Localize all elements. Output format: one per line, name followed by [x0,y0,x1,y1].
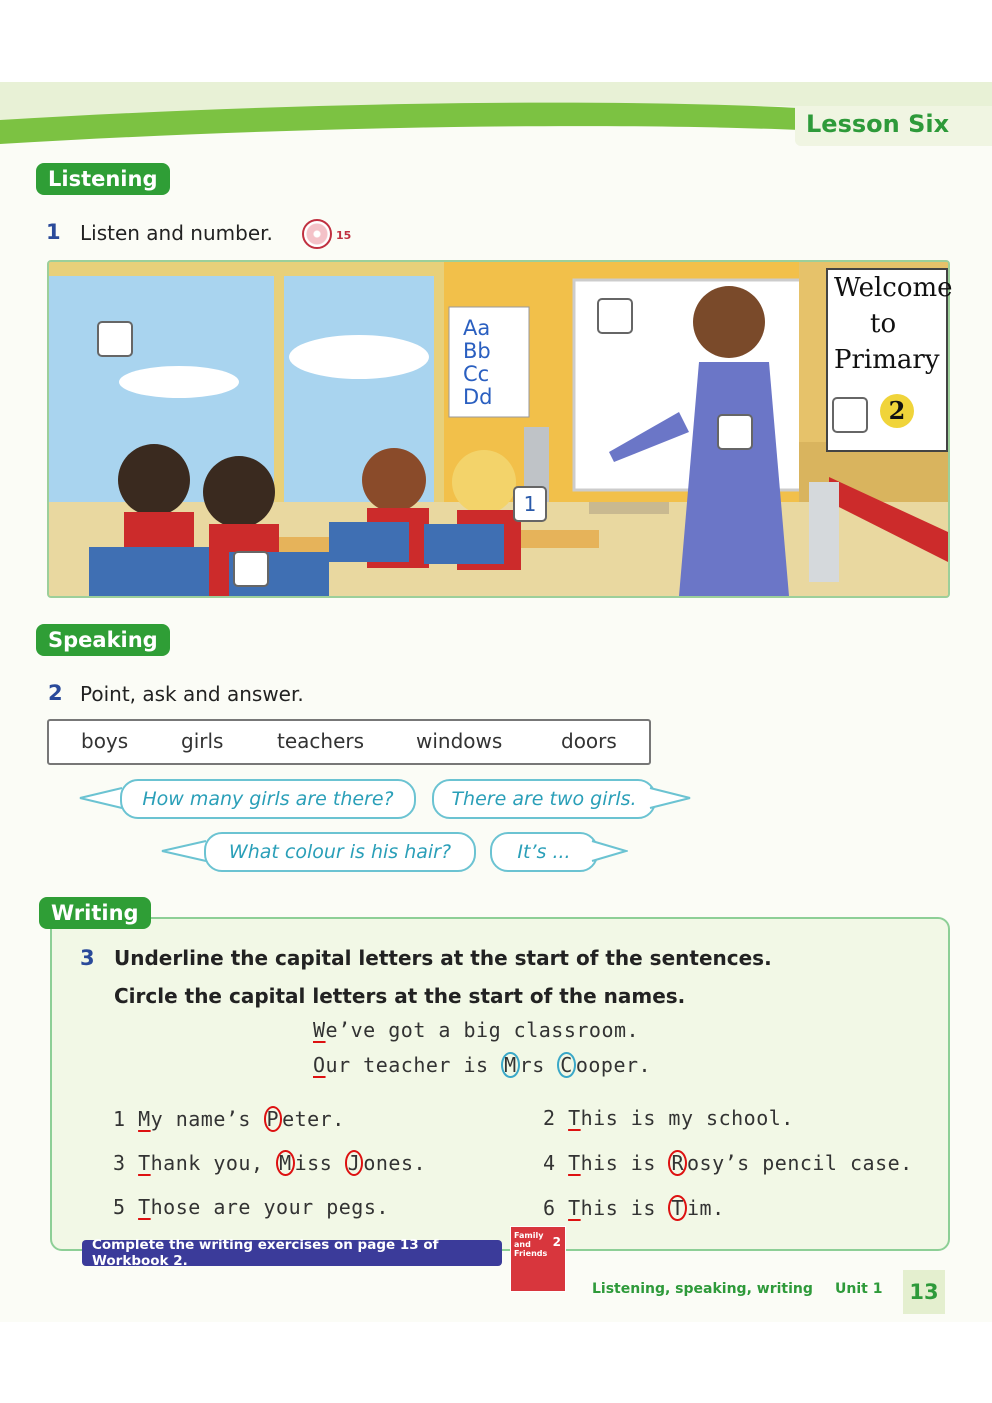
sentence-text: his is my school. [580,1106,794,1130]
underlined-capital: O [313,1053,326,1077]
page-number: 13 [903,1270,945,1314]
underlined-capital: T [138,1151,151,1175]
cover-title: Family and Friends [514,1231,548,1258]
exercise-3-number: 3 [80,946,95,970]
item-number: 4 [543,1151,556,1175]
welcome-sign-line: Welcome [834,273,953,303]
audio-cd-icon[interactable] [302,219,332,249]
cover-number: 2 [552,1235,561,1249]
footer-skills: Listening, speaking, writing [592,1281,813,1297]
circled-capital: C [557,1052,576,1078]
sentence-item-4 [543,1150,913,1176]
audio-track-number: 15 [336,229,352,242]
answer-box[interactable] [597,298,633,334]
answer-box[interactable] [717,414,753,450]
word-item: windows [416,729,503,753]
welcome-sign-line: Primary [834,345,940,375]
underlined-capital: T [138,1195,151,1219]
circled-capital: M [501,1052,520,1078]
sentence-text: y name’s [150,1107,264,1131]
item-number: 3 [113,1151,126,1175]
answer-box[interactable] [233,551,269,587]
speech-tail [160,838,208,864]
underlined-capital: T [568,1151,581,1175]
item-number: 1 [113,1107,126,1131]
sentence-text: ones. [363,1151,427,1175]
speech-bubble-question: How many girls are there? [120,779,416,819]
underlined-capital: T [568,1106,581,1130]
classroom-illustration [47,260,953,598]
speech-bubble-answer: It’s ... [490,832,598,872]
exercise-1-instruction: Listen and number. [80,221,273,245]
word-item: boys [81,729,129,753]
word-item: girls [181,729,224,753]
alphabet-chart-row: Aa [463,316,491,340]
sentence-text: osy’s pencil case. [686,1151,913,1175]
workbook-cover [510,1226,566,1292]
section-listening: Listening [36,163,170,195]
sentence-item-5 [113,1195,389,1219]
alphabet-chart-row: Dd [463,385,493,409]
classroom-drawing [49,262,953,596]
answer-box-example: 1 [513,486,547,522]
speech-bubble-question: What colour is his hair? [204,832,476,872]
speech-tail [648,785,692,811]
answer-box[interactable] [832,397,868,433]
sentence-text: e’ve got a big classroom. [325,1018,640,1042]
circled-capital: J [345,1150,364,1176]
item-number: 5 [113,1195,126,1219]
circled-capital: P [264,1106,283,1132]
sentence-item-6 [543,1195,725,1221]
word-box [47,719,651,765]
circled-capital: M [276,1150,295,1176]
sentence-text: rs [519,1053,558,1077]
sentence-text: his is [580,1196,669,1220]
exercise-3-instruction-1: Underline the capital letters at the start of the sentences. [114,946,772,970]
sentence-text: eter. [282,1107,345,1131]
sentence-text: iss [294,1151,345,1175]
underlined-capital: M [138,1107,151,1131]
circled-capital: R [668,1150,687,1176]
sentence-text: hose are your pegs. [150,1195,389,1219]
speech-tail [590,838,628,864]
example-sentence-2 [313,1052,651,1078]
speech-bubble-answer: There are two girls. [432,779,656,819]
speech-tail [78,785,124,811]
item-number: 6 [543,1196,556,1220]
exercise-2-number: 2 [48,681,63,705]
sentence-text: ur teacher is [325,1053,502,1077]
sentence-item-3 [113,1150,426,1176]
welcome-sign-number: 2 [880,394,914,428]
alphabet-chart-row: Bb [463,339,491,363]
word-item: teachers [277,729,365,753]
exercise-1-number: 1 [46,220,61,244]
exercise-2-instruction: Point, ask and answer. [80,682,304,706]
alphabet-chart-row: Cc [463,362,490,386]
sentence-item-1 [113,1106,345,1132]
sentence-item-2 [543,1106,794,1130]
section-writing: Writing [39,897,151,929]
example-sentence-1 [313,1018,639,1042]
workbook-note: Complete the writing exercises on page 13 of Workbook 2. [82,1240,502,1266]
answer-box[interactable] [97,321,133,357]
sentence-text: hank you, [150,1151,277,1175]
item-number: 2 [543,1106,556,1130]
lesson-title: Lesson Six [806,110,950,138]
underlined-capital: W [313,1018,326,1042]
alphabet-chart [463,317,493,409]
circled-capital: T [668,1195,687,1221]
sentence-text: im. [686,1196,725,1220]
footer-unit: Unit 1 [835,1281,883,1297]
sentence-text: his is [580,1151,669,1175]
word-item: doors [561,729,617,753]
section-speaking: Speaking [36,624,170,656]
underlined-capital: T [568,1196,581,1220]
welcome-sign-line: to [870,309,897,339]
sentence-text: ooper. [575,1053,652,1077]
exercise-3-instruction-2: Circle the capital letters at the start of the names. [114,984,686,1008]
